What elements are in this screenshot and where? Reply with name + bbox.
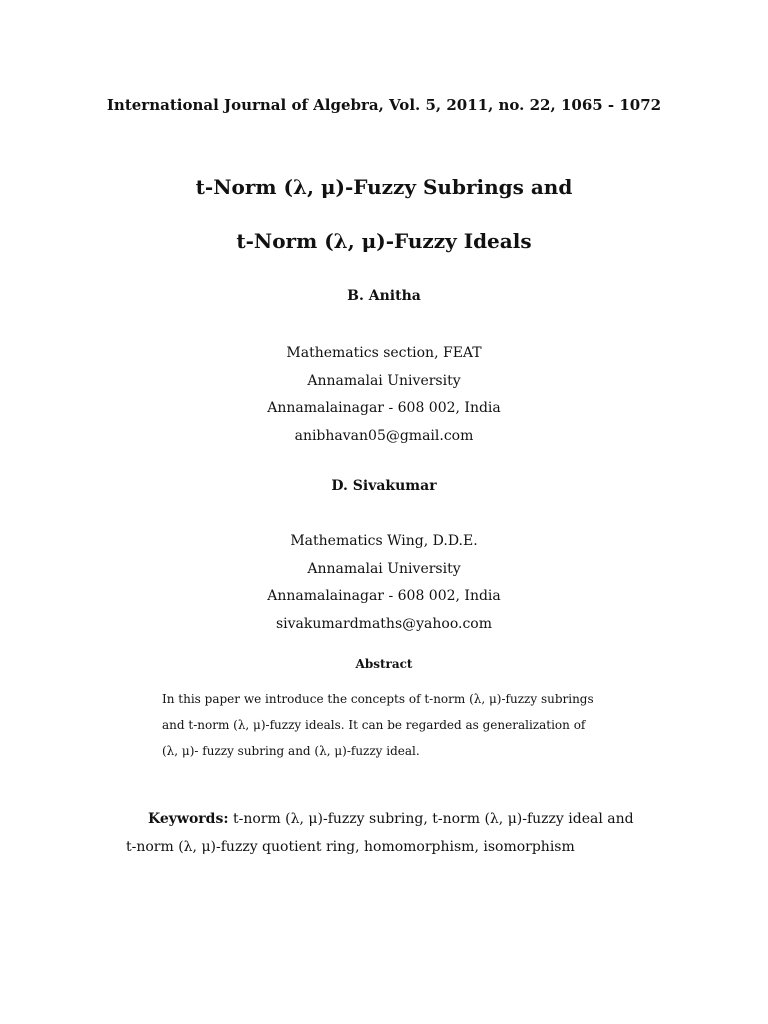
abstract-line: (λ, μ)- fuzzy subring and (λ, μ)-fuzzy ideal. [162,744,420,758]
affiliation-line: Annamalai University [307,372,461,389]
keywords-line-2: t-norm (λ, μ)-fuzzy quotient ring, homomorphism, isomorphism [126,839,575,855]
keywords-section [126,805,646,861]
author-email-2: sivakumardmaths@yahoo.com [275,615,493,632]
keywords-text-1: t-norm (λ, μ)-fuzzy subring, t-norm (λ, μ)-fuzzy ideal and [228,811,634,827]
affiliation-line: Annamalainagar - 608 002, India [267,588,501,604]
author-name-2: D. Sivakumar [331,478,437,494]
affiliation-line: Mathematics Wing, D.D.E. [290,533,478,549]
affiliation-line: Mathematics section, FEAT [286,345,482,361]
abstract-body [162,686,612,764]
author-email-1: anibhavan05@gmail.com [294,427,474,444]
abstract-line: and t-norm (λ, μ)-fuzzy ideals. It can be regarded as generalization of [162,718,586,732]
author-name-1: B. Anitha [347,288,421,304]
abstract-line: In this paper we introduce the concepts of t-norm (λ, μ)-fuzzy subrings [162,692,594,706]
paper-title-line-2: t-Norm (λ, μ)-Fuzzy Ideals [236,229,532,253]
author-affiliation-1 [0,340,768,450]
keywords-label: Keywords: [148,811,229,827]
journal-citation: International Journal of Algebra, Vol. 5, 2011, no. 22, 1065 - 1072 [106,96,662,114]
abstract-heading: Abstract [355,657,413,671]
author-affiliation-2 [0,528,768,638]
keywords-line-1 [126,805,646,833]
affiliation-line: Annamalainagar - 608 002, India [267,400,501,416]
affiliation-line: Annamalai University [307,560,461,577]
paper-title-line-1: t-Norm (λ, μ)-Fuzzy Subrings and [195,175,573,199]
